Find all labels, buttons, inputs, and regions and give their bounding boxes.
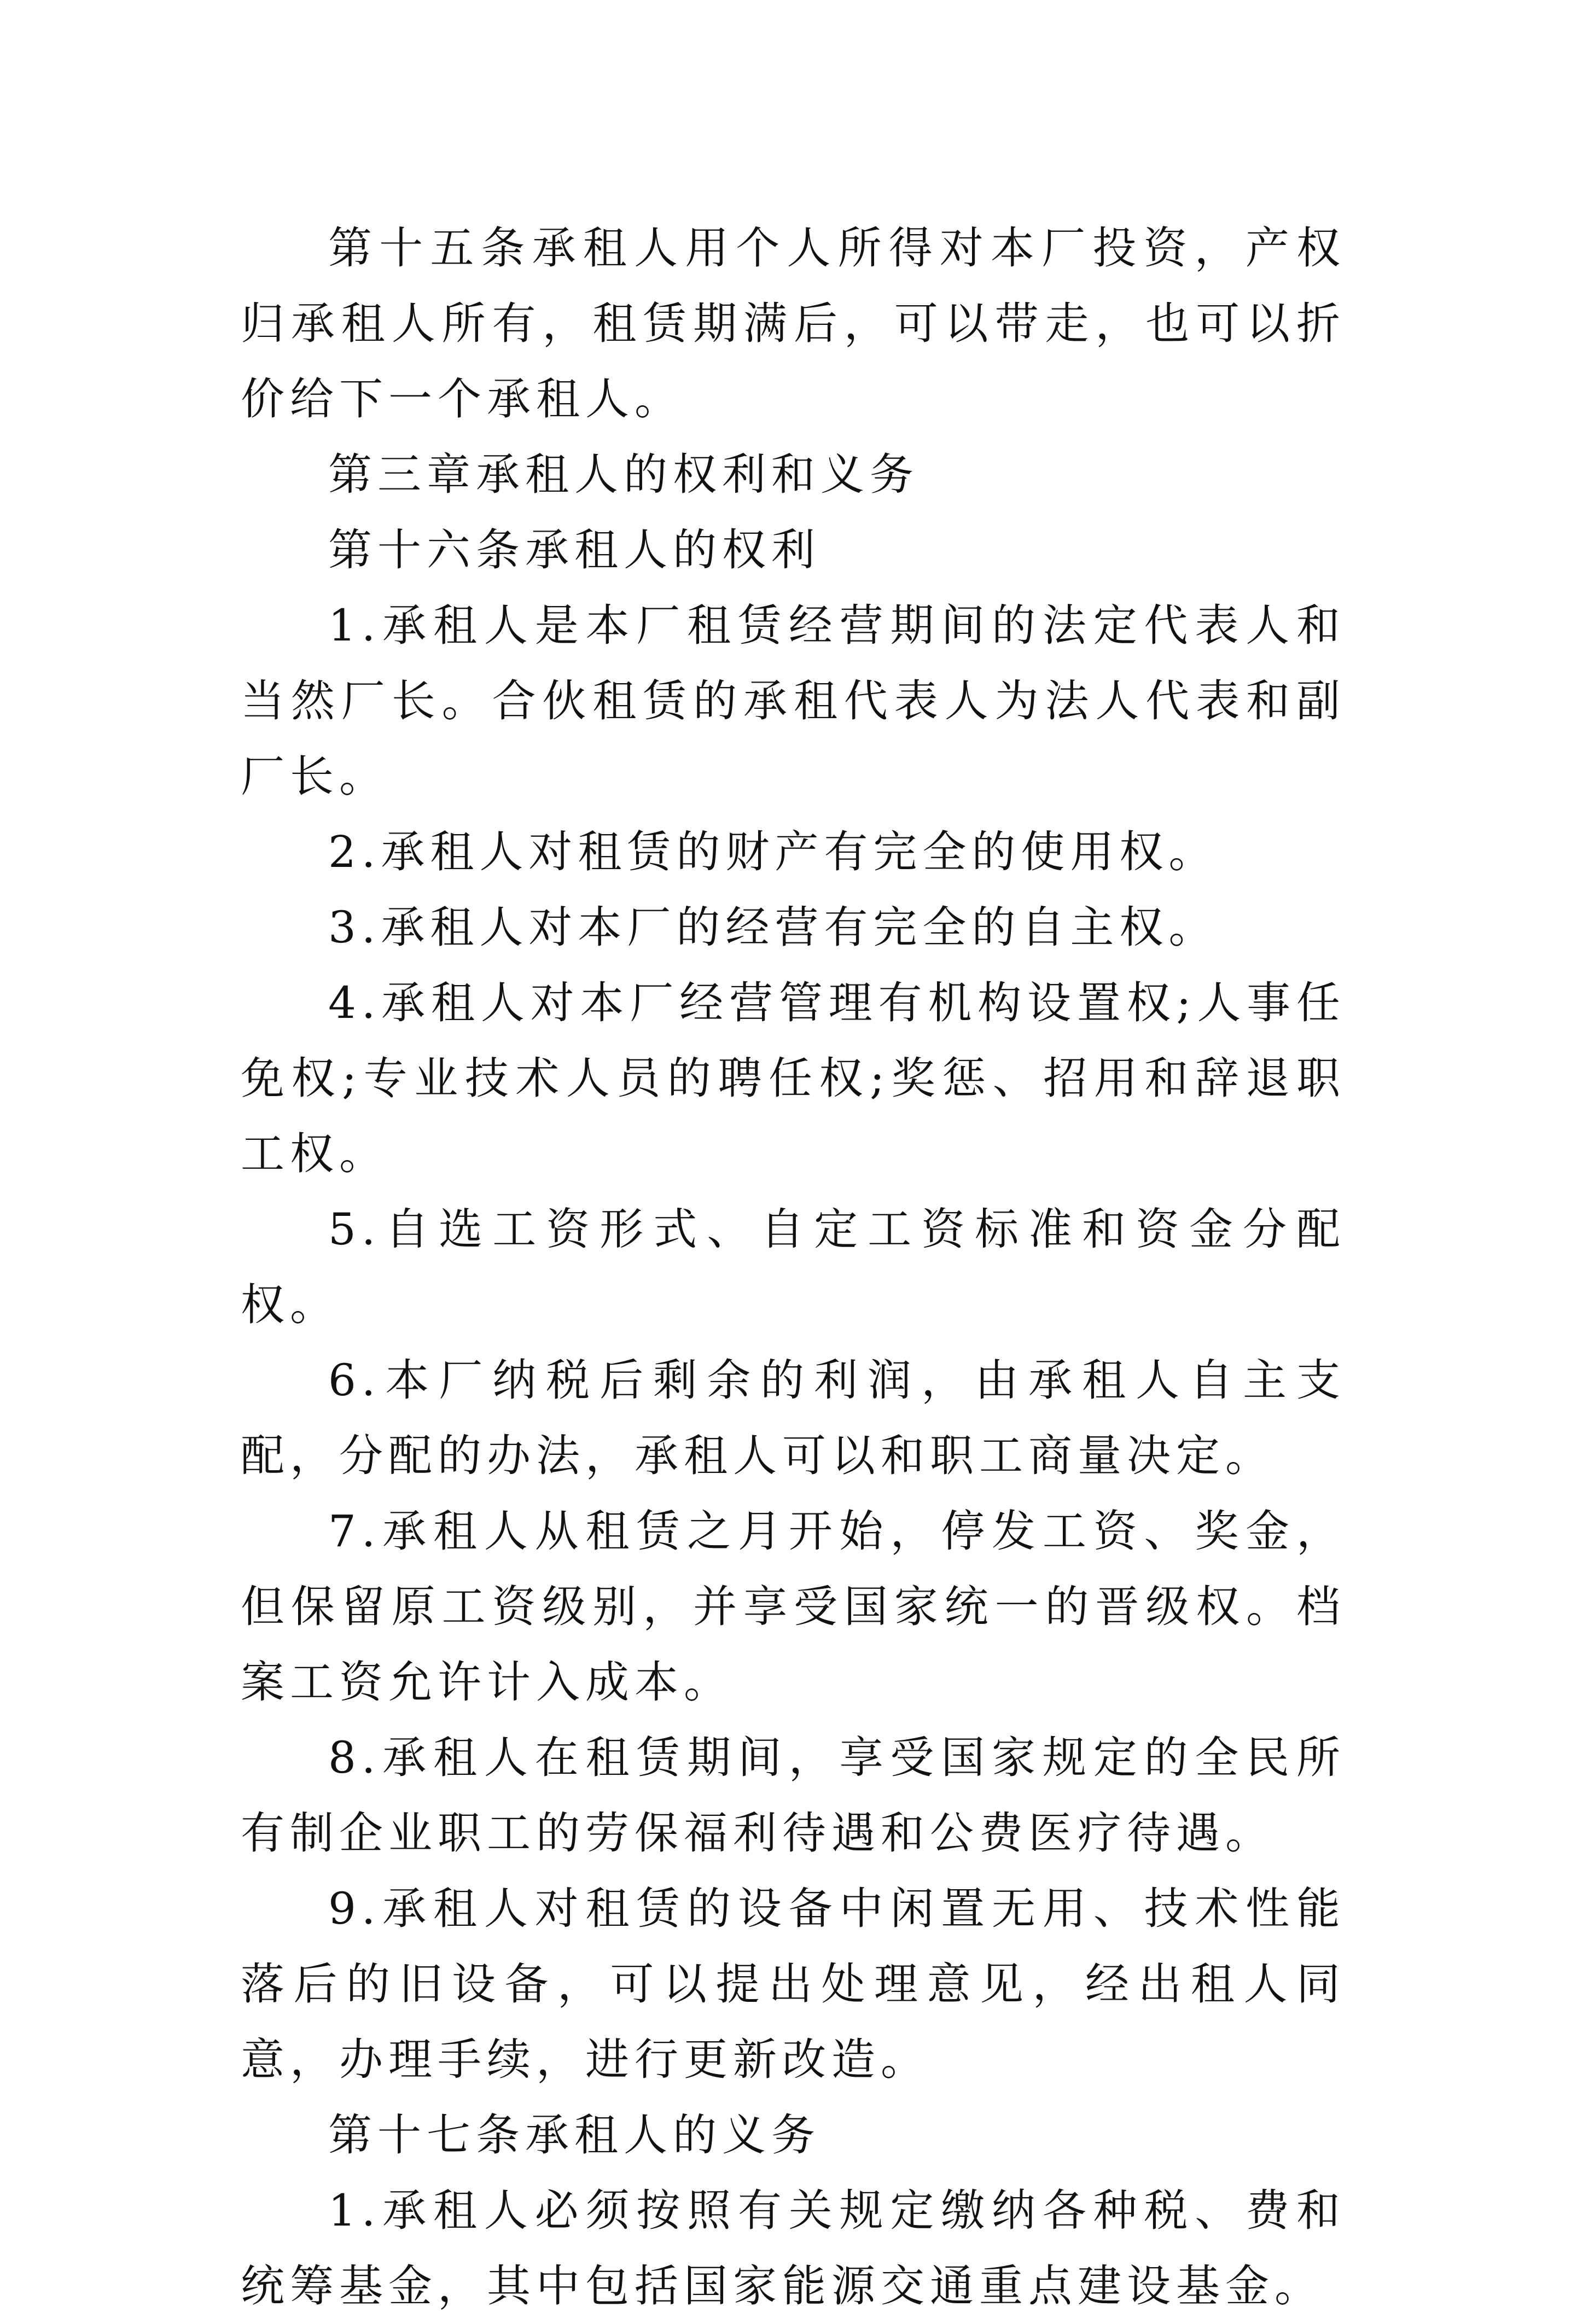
- paragraph-duty-1: 1.承租人必须按照有关规定缴纳各种税、费和统筹基金，其中包括国家能源交通重点建设基金。: [241, 2185, 1346, 2311]
- article-17-heading: 第十七条承租人的义务: [328, 2110, 820, 2160]
- document-body: [241, 211, 1346, 2324]
- paragraph-right-3: 3.承租人对本厂的经营有完全的自主权。: [328, 902, 1218, 953]
- paragraph-right-8: 8.承租人在租赁期间，享受国家规定的全民所有制企业职工的劳保福利待遇和公费医疗待遇。: [241, 1732, 1346, 1859]
- article-16-heading: 第十六条承租人的权利: [328, 525, 820, 575]
- paragraph-right-9: 9.承租人对租赁的设备中闲置无用、技术性能落后的旧设备，可以提出处理意见，经出租人同意，办理手续，进行更新改造。: [241, 1883, 1346, 2085]
- paragraph-right-7: 7.承租人从租赁之月开始，停发工资、奖金，但保留原工资级别，并享受国家统一的晋级权。档案工资允许计入成本。: [241, 1506, 1346, 1708]
- paragraph-article-15: 第十五条承租人用个人所得对本厂投资，产权归承租人所有，租赁期满后，可以带走，也可以折价给下一个承租人。: [241, 223, 1346, 424]
- paragraph-right-1: 1.承租人是本厂租赁经营期间的法定代表人和当然厂长。合伙租赁的承租代表人为法人代表和副厂长。: [241, 600, 1346, 802]
- paragraph-right-6: 6.本厂纳税后剩余的利润，由承租人自主支配，分配的办法，承租人可以和职工商量决定。: [241, 1355, 1346, 1481]
- paragraph-right-5: 5.自选工资形式、自定工资标准和资金分配权。: [241, 1204, 1346, 1330]
- paragraph-right-4: 4.承租人对本厂经营管理有机构设置权;人事任免权;专业技术人员的聘任权;奖惩、招用和辞退职工权。: [241, 977, 1346, 1179]
- chapter-3-heading: 第三章承租人的权利和义务: [328, 449, 919, 500]
- paragraph-right-2: 2.承租人对租赁的财产有完全的使用权。: [328, 826, 1218, 877]
